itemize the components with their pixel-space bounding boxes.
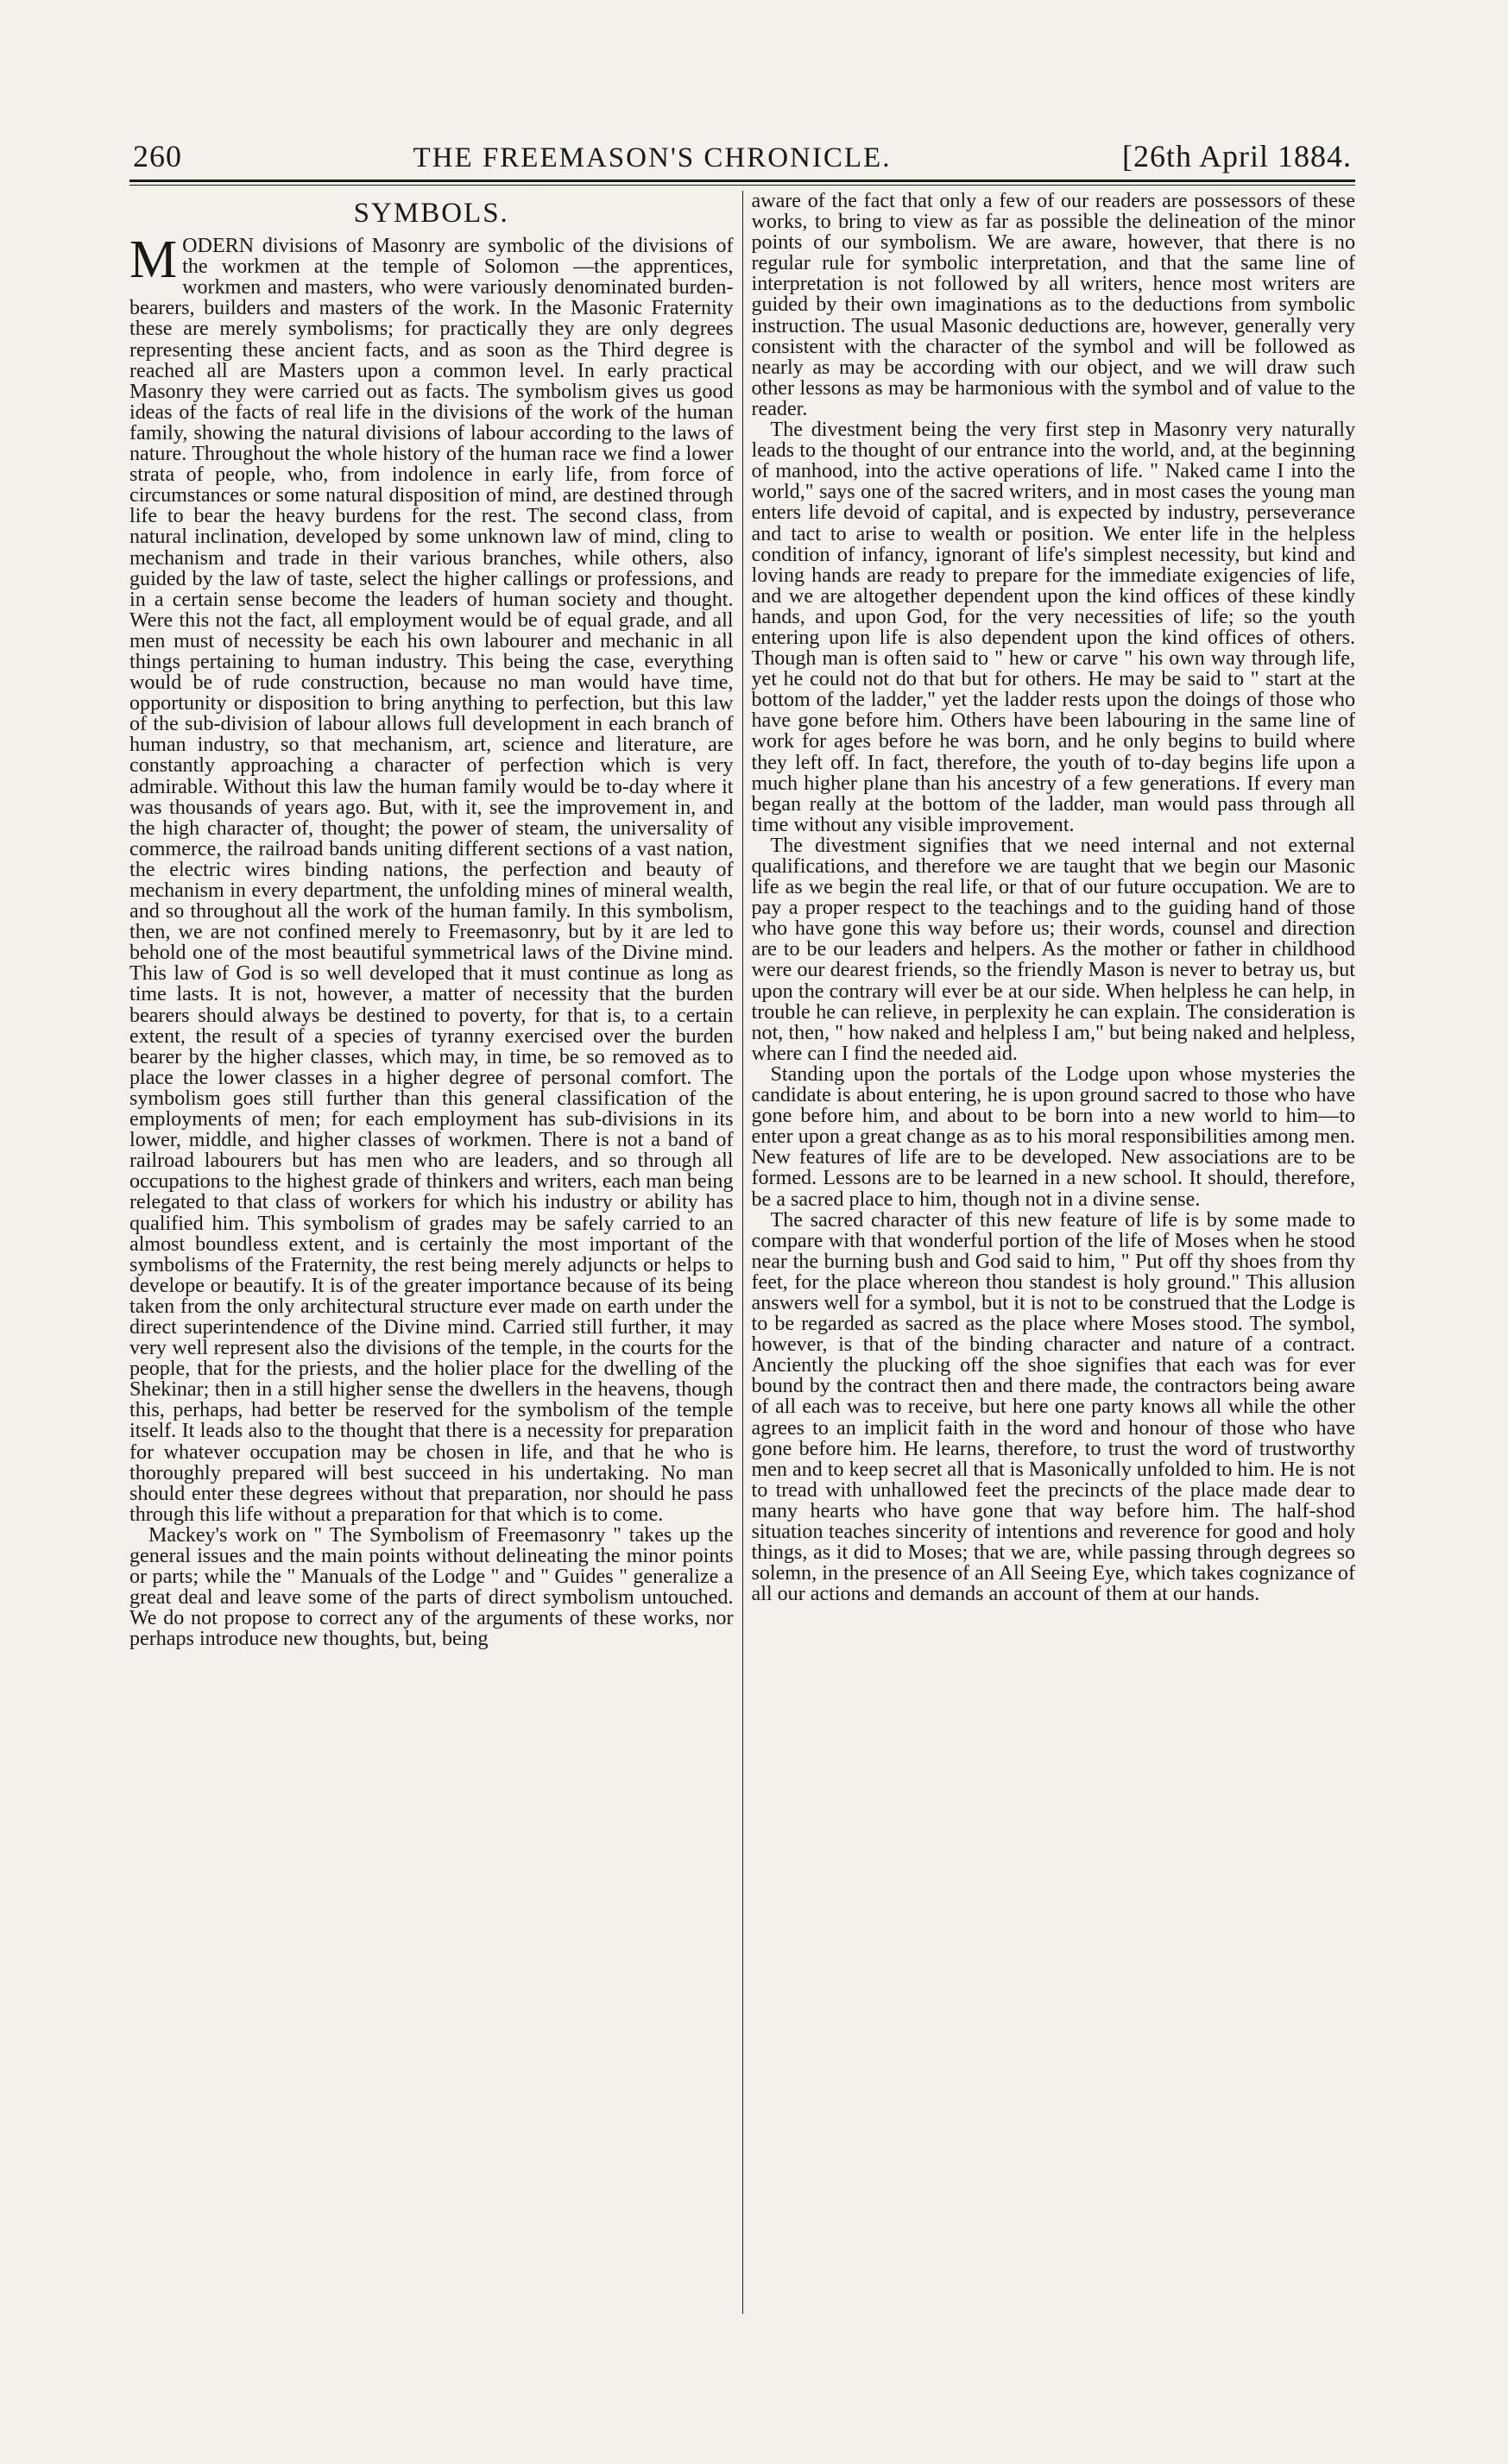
paragraph: Standing upon the portals of the Lodge upon whose mysteries the candidate is about entering, he is upon ground sacred to those who have gone before him, and about to be born into a new world to him—to enter upon a great change as as to his moral responsibilities among men. New features of life are to be developed. New associations are to be formed. Lessons are to be learned in a new school. It should, therefore, be a sacred place to him, though not in a divine sense. — [751, 1062, 1355, 1211]
header-rule-thin — [129, 185, 1355, 186]
right-column — [743, 191, 1356, 2314]
page-header — [129, 138, 1355, 180]
page-number: 260 — [133, 139, 182, 173]
paragraph: aware of the fact that only a few of our readers are possessors of these works, to bring to view as far as possible the delineation of the minor points of our symbolism. We are aware, however, that there is no regular rule for symbolic interpretation, and that the same line of interpretation is not followed by all writers, hence most writers are guided by their own imaginations as to the deductions from symbolic instruction. The usual Masonic deductions are, however, generally very consistent with the character of the symbol and will be followed as nearly as may be according with our object, and we will draw such other lessons as may be harmonious with the symbol and of value to the reader. — [751, 191, 1355, 420]
paragraph: The divestment signifies that we need internal and not external qualifications, and therefore we are taught that we begin our Masonic life as we begin the real life, or that of our future occupation. We are to pay a proper respect to the teachings and to the guiding hand of those who have gone this way before us; their words, counsel and direction are to be our leaders and helpers. As the mother or father in childhood were our dearest friends, so the friendly Mason is never to betray us, but upon the contrary will ever be at our side. When helpless he can help, in trouble he can relieve, in perplexity he can explain. The consideration is not, then, " how naked and helpless I am," but being naked and helpless, where can I find the needed aid. — [751, 834, 1355, 1065]
publication-title: THE FREEMASON'S CHRONICLE. — [413, 142, 892, 173]
paragraph — [129, 230, 734, 1526]
paragraph: Mackey's work on " The Symbolism of Freemasonry " takes up the general issues and the main points without delineating the minor points or parts; while the " Manuals of the Lodge " and " Guides " generalize a great deal and leave some of the parts of direct symbolism untouched. We do not propose to correct any of the arguments of these works, nor perhaps introduce new thoughts, but, being — [129, 1523, 734, 1651]
article-title: SYMBOLS. — [353, 198, 509, 229]
paragraph: The sacred character of this new feature of life is by some made to compare with that wonderful portion of the life of Moses when he stood near the burning bush and God said to him, " Put off thy shoes from thy feet, for the place whereon thou standest is holy ground." This allusion answers well for a symbol, but it is not to be construed that the Lodge is to be regarded as sacred as the place where Moses stood. The symbol, however, is that of the binding character and nature of a contract. Anciently the plucking off the shoe signifies that each was for ever bound by the contract then and there made, the contractors being aware of all each was to receive, but here one party knows all while the other agrees to an implicit faith in the word and honour of those who have gone before him. He learns, therefore, to trust the word of trustworthy men and to keep secret all that is Masonically unfolded to him. He is not to tread with unhallowed feet the precincts of the place made dear to many hearts who have gone that way before him. The half-shod situation teaches sincerity of intentions and reverence for good and holy things, as it did to Moses; that we are, while passing through degrees so solemn, in the presence of an All Seeing Eye, which takes cognizance of all our actions and demands an account of them at our hands. — [751, 1208, 1355, 1606]
header-rule — [129, 180, 1355, 182]
paragraph: The divestment being the very first step in Masonry very naturally leads to the thought of our entrance into the world, and, at the beginning of manhood, into the active operations of life. " Naked came I into the world," says one of the sacred writers, and in most cases the young man enters life devoid of capital, and is expected by industry, perseverance and tact to arise to wealth or position. We enter life in the helpless condition of infancy, ignorant of life's simplest necessity, but kind and loving hands are ready to prepare for the immediate exigencies of life, and we are altogether dependent upon the kind offices of these kindly hands, and upon God, for the very necessities of life; so the youth entering upon life is also dependent upon the kind offices of others. Though man is often said to " hew or carve " his own way through life, yet he could not do that but for others. He may be said to " start at the bottom of the ladder," yet the ladder rests upon the doings of those who have gone before him. Others have been labouring in the same line of work for ages before he was born, and he only begins to build where they left off. In fact, therefore, the youth of to-day begins life upon a much higher plane than his ancestry of a few generations. If every man began really at the bottom of the ladder, man would pass through all time without any visible improvement. — [751, 419, 1355, 836]
paragraph-text: ODERN divisions of Masonry are symbolic of the divisions of the workmen at the temple of Solomon —the apprentices, workmen and masters, who were variously denominated burden-bearers, builders and masters of the work. In the Masonic Fraternity these are merely symbolisms; for practically they are only degrees representing these ancient facts, and as soon as the Third degree is reached all are Masters upon a common level. In early practical Masonry they were carried out as facts. The symbolism gives us good ideas of the facts of real life in the divisions of the work of the human family, showing the natural divisions of labour according to the laws of nature. Throughout the whole history of the human race we find a lower strata of people, who, from indolence in early life, from force of circumstances or some natural disposition of mind, are destined through life to bear the heavy burdens for the rest. The second class, from natural inclination, developed by some unknown law of mind, cling to mechanism and trade in their various branches, while others, also guided by the law of taste, select the higher callings or professions, and in a certain sense become the leaders of human society and thought. Were this not the fact, all employment would be of equal grade, and all men must of necessity be each his own labourer and mechanic in all things pertaining to human industry. This being the case, everything would be of rude construction, because no man would have time, opportunity or disposition to bring anything to perfection, but this law of the sub-division of labour allows full development in each branch of human industry, so that mechanism, art, science and literature, are constantly approaching a character of perfection which is very admirable. Without this law the human family would be to-day where it was thousands of years ago. But, with it, see the improvement in, and the high character of, thought; the power of steam, the universality of commerce, the railroad bands uniting different sections of a vast nation, the electric wires binding nations, the perfection and beauty of mechanism in every department, the unfolding mines of mineral wealth, and so throughout all the work of the human family. In this symbolism, then, we are not confined merely to Freemasonry, but by it are led to behold one of the most beautiful symmetrical laws of the Divine mind. This law of God is so well developed that it must continue as long as time lasts. It is not, however, a matter of necessity that the burden bearers should always be destined to poverty, for that is, to a certain extent, the result of a species of tyranny exercised over the burden bearer by the higher classes, which may, in time, be so removed as to place the lower classes in a higher degree of personal comfort. The symbolism goes still further than this general classification of the employments of men; for each employment has sub-divisions in its lower, middle, and higher classes of workmen. There is not a band of railroad labourers but has men who are leaders, and so through all occupations to the highest grade of thinkers and writers, each man being relegated to that class of workers for which his industry or ability has qualified him. This symbolism of grades may be safely carried to an almost boundless extent, and is certainly the most important of the symbolisms of the Fraternity, the rest being merely adjuncts or helps to develope or beautify. It is of the greater importance because of its being taken from the only architectural structure ever made on earth under the direct superintendence of the Divine mind. Carried still further, it may very well represent also the divisions of the temple, in the courts for the people, that for the priests, and the holier place for the dwelling of the Shekinar; then in a still higher sense the dwellers in the heavens, though this, perhaps, had better be reserved for the symbolism of the temple itself. It leads also to the thought that there is a necessity for preparation for whatever occupation may be chosen in life, and that he who is thoroughly prepared will best succeed in his undertaking. No man should enter these degrees without that preparation, nor should he pass through this life without a preparation for that which is to come. — [129, 235, 734, 1526]
left-column — [129, 191, 742, 2314]
newspaper-page — [129, 138, 1355, 2314]
drop-cap: M — [129, 230, 178, 290]
issue-date: [26th April 1884. — [1122, 139, 1352, 173]
article-columns — [129, 191, 1355, 2314]
